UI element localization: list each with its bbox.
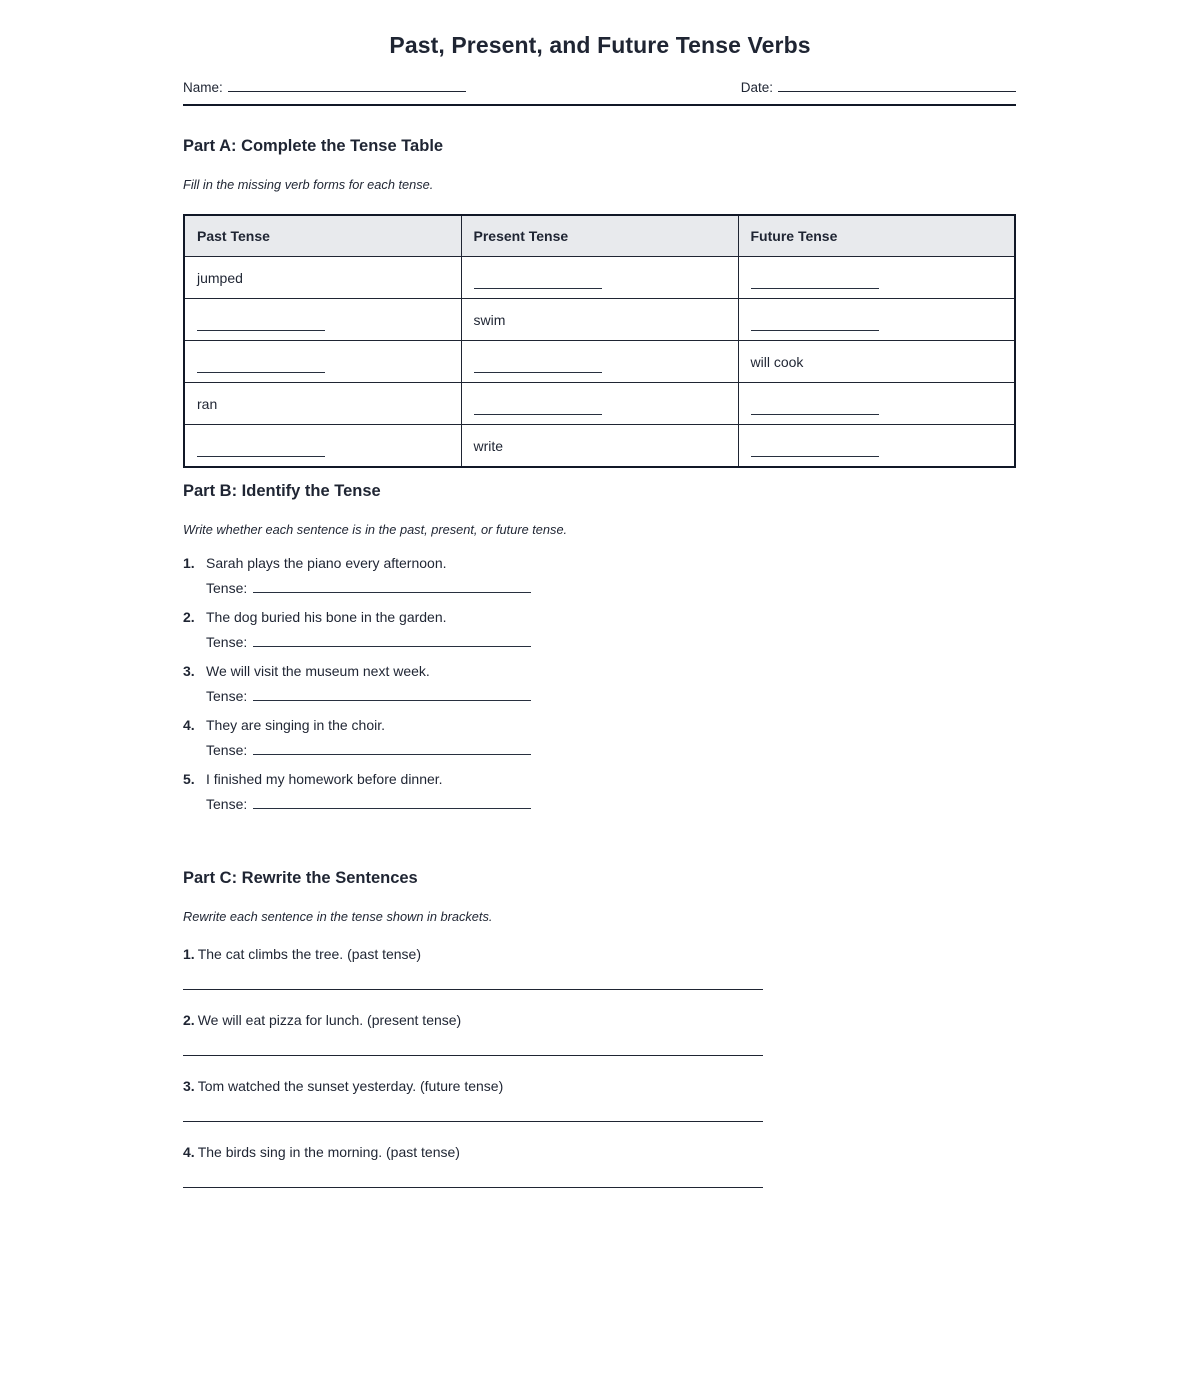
question-line	[183, 946, 783, 962]
table-header-row	[184, 215, 1015, 257]
cell-blank[interactable]	[751, 402, 879, 415]
part-a-section	[183, 137, 1016, 468]
part-b-question-list	[183, 555, 783, 812]
question-number: 3.	[183, 663, 195, 679]
tense-label: Tense:	[206, 742, 248, 758]
question-number: 4.	[183, 1144, 195, 1160]
question-text: Tom watched the sunset yesterday. (future tense)	[197, 1078, 504, 1094]
question-line	[183, 717, 783, 733]
question-text: Sarah plays the piano every afternoon.	[206, 555, 447, 571]
cell-value: ran	[197, 395, 218, 412]
header-divider	[183, 104, 1016, 106]
name-date-row	[183, 78, 1016, 95]
part-c-heading: Part C: Rewrite the Sentences	[183, 869, 418, 887]
list-item	[183, 1012, 783, 1056]
question-number: 5.	[183, 771, 195, 787]
cell-value: will cook	[750, 353, 804, 370]
tense-answer-input[interactable]	[253, 742, 531, 755]
tense-label: Tense:	[206, 796, 248, 812]
question-line	[183, 609, 783, 625]
rewrite-answer-input[interactable]	[183, 1055, 763, 1056]
table-row	[184, 341, 1015, 383]
list-item	[183, 1144, 783, 1188]
date-input[interactable]	[778, 78, 1016, 92]
tense-answer-input[interactable]	[253, 796, 531, 809]
list-item	[183, 946, 783, 990]
cell-blank[interactable]	[197, 360, 325, 373]
cell-blank[interactable]	[197, 318, 325, 331]
question-text: I finished my homework before dinner.	[206, 771, 443, 787]
table-row	[184, 383, 1015, 425]
part-b-heading: Part B: Identify the Tense	[183, 482, 381, 500]
answer-line	[206, 634, 783, 650]
cell-past-4[interactable]	[184, 383, 461, 425]
question-line	[183, 1078, 783, 1094]
cell-present-4[interactable]	[461, 383, 738, 425]
name-field-group	[183, 78, 466, 95]
cell-past-3[interactable]	[184, 341, 461, 383]
cell-present-2[interactable]	[461, 299, 738, 341]
cell-future-5[interactable]	[738, 425, 1015, 468]
part-b-section	[183, 482, 783, 825]
cell-future-4[interactable]	[738, 383, 1015, 425]
question-line	[183, 663, 783, 679]
list-item	[183, 663, 783, 704]
cell-past-5[interactable]	[184, 425, 461, 468]
question-text: We will eat pizza for lunch. (present tense)	[197, 1012, 462, 1028]
question-number: 1.	[183, 946, 195, 962]
tense-table	[183, 214, 1016, 468]
cell-blank[interactable]	[751, 318, 879, 331]
cell-present-5[interactable]	[461, 425, 738, 468]
part-c-section	[183, 869, 783, 1188]
table-row	[184, 425, 1015, 468]
cell-blank[interactable]	[751, 444, 879, 457]
question-number: 1.	[183, 555, 195, 571]
answer-line	[206, 742, 783, 758]
column-header-present: Present Tense	[461, 215, 738, 257]
part-a-instructions: Fill in the missing verb forms for each tense.	[183, 177, 434, 192]
rewrite-answer-input[interactable]	[183, 989, 763, 990]
cell-blank[interactable]	[751, 276, 879, 289]
question-text: They are singing in the choir.	[206, 717, 385, 733]
question-line	[183, 555, 783, 571]
cell-present-1[interactable]	[461, 257, 738, 299]
column-header-future: Future Tense	[738, 215, 1015, 257]
tense-answer-input[interactable]	[253, 580, 531, 593]
list-item	[183, 1078, 783, 1122]
question-number: 2.	[183, 1012, 195, 1028]
list-item	[183, 609, 783, 650]
tense-answer-input[interactable]	[253, 634, 531, 647]
tense-label: Tense:	[206, 634, 248, 650]
table-row	[184, 299, 1015, 341]
tense-answer-input[interactable]	[253, 688, 531, 701]
tense-label: Tense:	[206, 688, 248, 704]
date-field-group	[741, 78, 1016, 95]
question-text: We will visit the museum next week.	[206, 663, 430, 679]
rewrite-answer-input[interactable]	[183, 1187, 763, 1188]
rewrite-answer-input[interactable]	[183, 1121, 763, 1122]
list-item	[183, 555, 783, 596]
question-text: The cat climbs the tree. (past tense)	[197, 946, 422, 962]
cell-blank[interactable]	[474, 360, 602, 373]
cell-value: write	[473, 437, 504, 454]
date-label: Date:	[740, 80, 773, 95]
cell-future-2[interactable]	[738, 299, 1015, 341]
list-item	[183, 771, 783, 812]
part-c-question-list	[183, 946, 783, 1188]
part-c-instructions: Rewrite each sentence in the tense shown in brackets.	[183, 909, 493, 924]
name-input[interactable]	[228, 78, 466, 92]
question-text: The dog buried his bone in the garden.	[206, 609, 447, 625]
question-text: The birds sing in the morning. (past tense)	[197, 1144, 460, 1160]
column-header-past: Past Tense	[184, 215, 461, 257]
page-title: Past, Present, and Future Tense Verbs	[389, 32, 811, 58]
question-line	[183, 1144, 783, 1160]
answer-line	[206, 688, 783, 704]
part-b-instructions: Write whether each sentence is in the past, present, or future tense.	[183, 522, 568, 537]
part-a-heading: Part A: Complete the Tense Table	[183, 137, 444, 155]
cell-present-3[interactable]	[461, 341, 738, 383]
cell-value: swim	[473, 311, 506, 328]
cell-blank[interactable]	[197, 444, 325, 457]
answer-line	[206, 796, 783, 812]
cell-past-2[interactable]	[184, 299, 461, 341]
tense-label: Tense:	[206, 580, 248, 596]
answer-line	[206, 580, 783, 596]
name-label: Name:	[183, 80, 223, 95]
table-row	[184, 257, 1015, 299]
question-number: 3.	[183, 1078, 195, 1094]
cell-blank[interactable]	[474, 276, 602, 289]
cell-future-3[interactable]	[738, 341, 1015, 383]
question-number: 2.	[183, 609, 195, 625]
cell-past-1[interactable]	[184, 257, 461, 299]
cell-blank[interactable]	[474, 402, 602, 415]
question-line	[183, 1012, 783, 1028]
cell-value: jumped	[197, 269, 243, 286]
question-line	[183, 771, 783, 787]
question-number: 4.	[183, 717, 195, 733]
list-item	[183, 717, 783, 758]
cell-future-1[interactable]	[738, 257, 1015, 299]
